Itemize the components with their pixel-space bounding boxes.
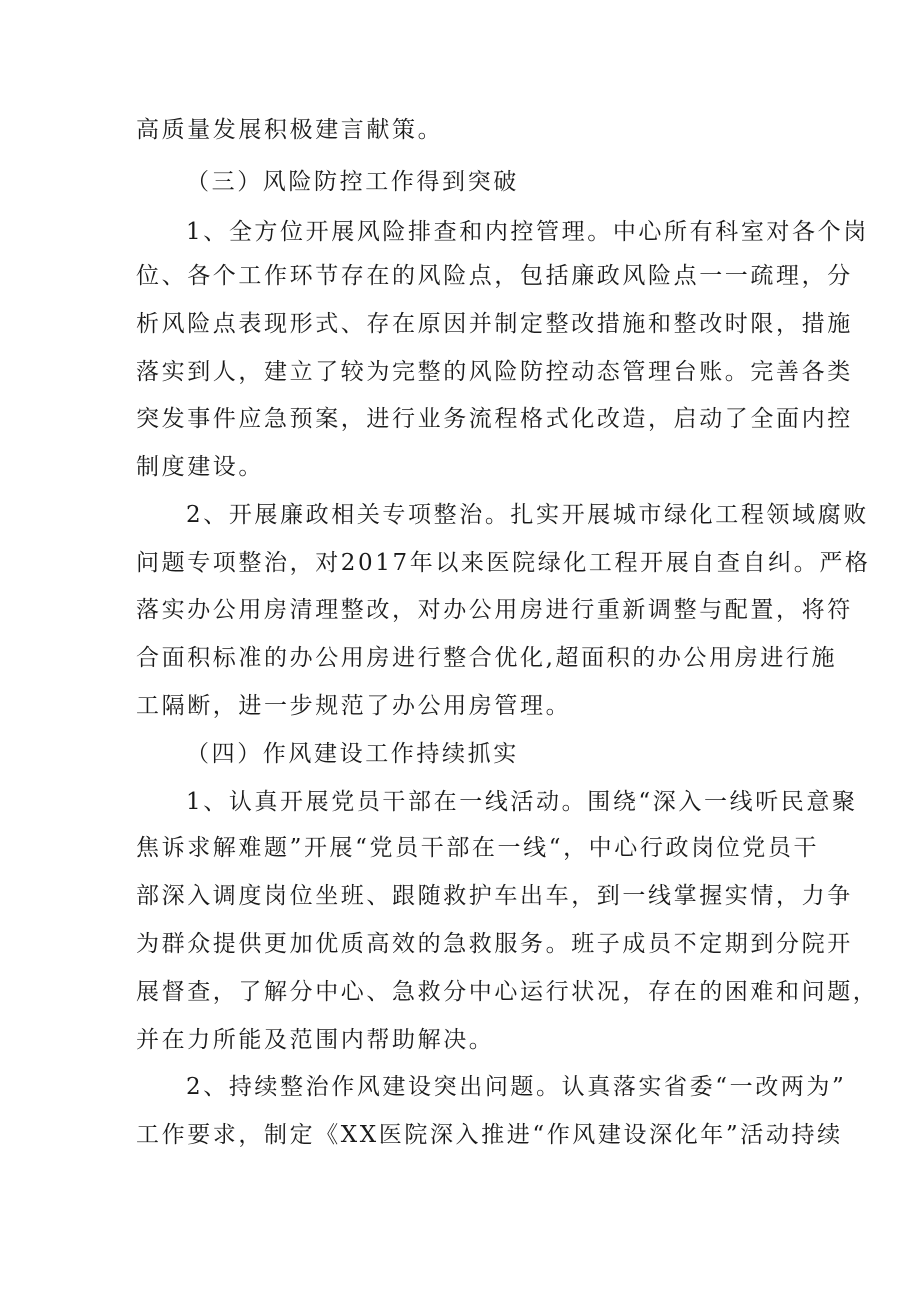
text-line: 制度建设。 [136,454,264,480]
text-line: 析风险点表现形式、存在原因并制定整改措施和整改时限，措施 [136,311,853,337]
text-line: 合面积标准的办公用房进行整合优化,超面积的办公用房进行施 [136,645,838,671]
section-heading: （三）风险防控工作得到突破 [186,169,519,195]
text-line: 展督查，了解分中心、急救分中心运行状况，存在的困难和问题， [136,979,879,1005]
text-line: 2、持续整治作风建设突出问题。认真落实省委“一改两为” [186,1074,847,1100]
text-line: 1、全方位开展风险排查和内控管理。中心所有科室对各个岗 [186,219,869,245]
text-line: 突发事件应急预案，进行业务流程格式化改造，启动了全面内控 [136,406,853,432]
text-line: 工隔断，进一步规范了办公用房管理。 [136,693,572,719]
text-line: 位、各个工作环节存在的风险点，包括廉政风险点一一疏理，分 [136,263,853,289]
text-line: 部深入调度岗位坐班、跟随救护车出车，到一线掌握实情，力争 [136,883,853,909]
text-line: 问题专项整治，对2017年以来医院绿化工程开展自查自纠。严格 [136,550,871,576]
text-line: 并在力所能及范围内帮助解决。 [136,1027,495,1053]
text-line: 落实办公用房清理整改，对办公用房进行重新调整与配置，将符 [136,597,853,623]
text-line: 工作要求，制定《XX医院深入推进“作风建设深化年”活动持续 [136,1122,843,1148]
section-heading: （四）作风建设工作持续抓实 [186,741,519,767]
text-line: 2、开展廉政相关专项整治。扎实开展城市绿化工程领域腐败 [186,502,869,528]
text-line: 1、认真开展党员干部在一线活动。围绕“深入一线听民意聚 [186,789,858,815]
text-line: 焦诉求解难题”开展“党员干部在一线“，中心行政岗位党员干 [136,835,820,861]
text-line: 为群众提供更加优质高效的急救服务。班子成员不定期到分院开 [136,931,853,957]
text-line: 高质量发展积极建言献策。 [136,117,444,143]
text-line: 落实到人，建立了较为完整的风险防控动态管理台账。完善各类 [136,359,853,385]
